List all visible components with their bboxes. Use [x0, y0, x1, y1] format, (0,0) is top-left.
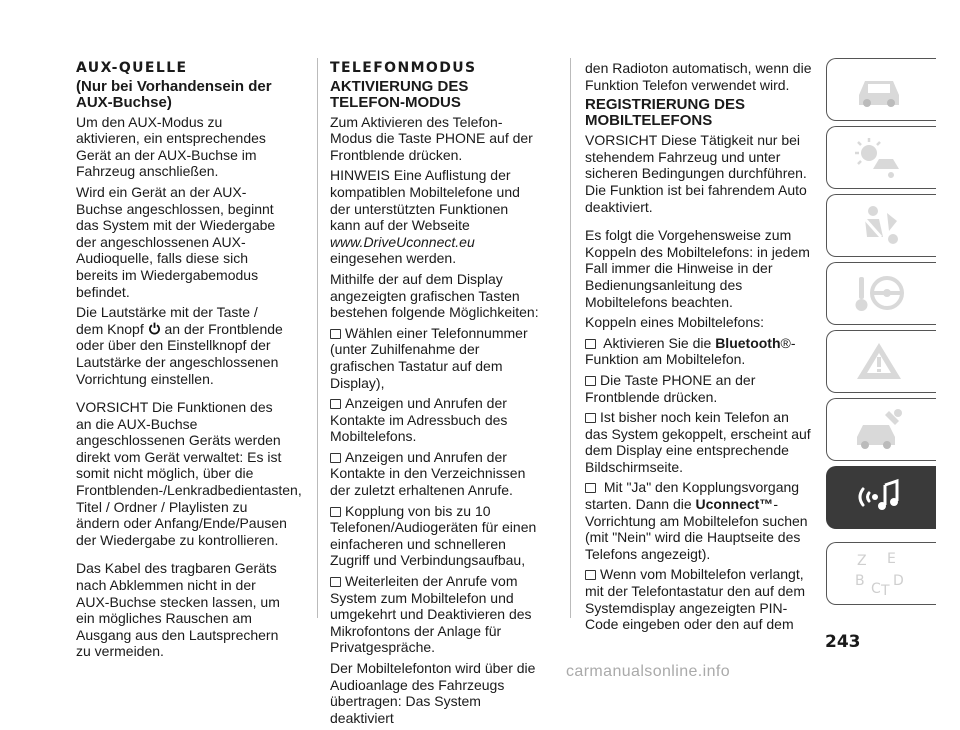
footer-watermark: carmanualsonline.info	[566, 663, 731, 680]
column-3	[585, 60, 813, 637]
chapter-tab-multimedia[interactable]	[826, 466, 936, 529]
paragraph: Um den AUX-Modus zu aktivieren, ein entsprechendes Gerät an der AUX-Buchse im Fahrzeug anschließen.	[76, 113, 266, 180]
paragraph: Es folgt die Vorgehensweise zum Koppeln des Mobiltelefons: in jedem Fall immer die Hinweise in der Bedienungsanleitung des Mobiltelefons beachten.	[585, 227, 810, 310]
section-heading-aux: AUX-QUELLE	[76, 60, 188, 76]
index-letter: C	[871, 581, 881, 597]
text: eingesehen werden.	[330, 250, 457, 267]
paragraph: Koppeln eines Mobiltelefons:	[585, 314, 765, 331]
text: Aktivieren Sie die	[603, 334, 712, 351]
page-number: 243	[825, 632, 861, 652]
paragraph: Der Mobiltelefonton wird über die Audioanlage des Fahrzeugs übertragen: Das System deaktiviert	[330, 660, 536, 726]
text: HINWEIS Eine Auflistung der kompatiblen Mobiltelefone und der unterstützten Funktionen kann auf der Webseite	[330, 167, 520, 234]
list-item	[585, 479, 813, 562]
text: Mit "Ja" den Kopplungsvorgang starten. Dann die	[585, 479, 800, 513]
chapter-tab-index[interactable]	[826, 542, 936, 605]
index-letter: Z	[857, 553, 867, 569]
text: ®-Funktion am Mobiltelefon.	[585, 334, 796, 368]
chapter-tab-safety[interactable]	[826, 194, 936, 257]
list-item: Wenn vom Mobiltelefon verlangt, mit der Telefontastatur den auf dem Systemdisplay angezeigten PIN-Code eingeben oder den auf dem	[585, 566, 813, 632]
list-item: Die Taste PHONE an der Frontblende drücken.	[585, 372, 813, 405]
note-paragraph	[330, 167, 542, 267]
column-divider	[317, 58, 318, 618]
paragraph: den Radioton automatisch, wenn die Funktion Telefon verwendet wird.	[585, 60, 812, 93]
index-letter: T	[881, 583, 890, 597]
uconnect-term: Uconnect™	[695, 496, 774, 513]
paragraph: Das Kabel des tragbaren Geräts nach Abklemmen nicht in der AUX-Buchse stecken lassen, um ein mögliches Rauschen am Ausgang aus den Lautsprechern zu vermeiden.	[76, 560, 280, 660]
list-item: Ist bisher noch kein Telefon an das System gekoppelt, erscheint auf dem Display eine entsprechende Bildschirmseite.	[585, 409, 813, 475]
paragraph: Wird ein Gerät an der AUX-Buchse angeschlossen, beginnt das System mit der Wiedergabe der angeschlossenen AUX-Audioquelle, falls diese sich bereits im Wiedergabemodus befindet.	[76, 183, 276, 300]
index-letter: D	[893, 573, 904, 589]
text: an der Frontblende oder über den Einstellknopf der Lautstärke der angeschlossenen Vorrichtung einstellen.	[76, 320, 283, 387]
list-item: Wählen einer Telefonnummer (unter Zuhilfenahme der grafischen Tastatur auf dem Display),	[330, 325, 542, 391]
text: -Vorrichtung am Mobiltelefon suchen (mit "Nein" wird die Hauptseite des Telefons angezeigt).	[585, 496, 808, 562]
subheading-registrierung: REGISTRIERUNG DES MOBILTELEFONS	[585, 96, 746, 130]
list-item: Anzeigen und Anrufen der Kontakte im Adressbuch des Mobiltelefons.	[330, 395, 542, 445]
list-item: Kopplung von bis zu 10 Telefonen/Audiogeräten für einen einfacheren und schnelleren Zugriff und Verbindungsaufbau,	[330, 503, 542, 569]
index-letter: B	[855, 573, 865, 589]
chapter-tab-dashboard[interactable]	[826, 58, 936, 121]
chapter-tab-starting-driving[interactable]	[826, 262, 936, 325]
paragraph: Zum Aktivieren des Telefon-Modus die Taste PHONE auf der Frontblende drücken.	[330, 113, 533, 163]
chapter-tab-warning-lights[interactable]	[826, 126, 936, 189]
list-item: Anzeigen und Anrufen der Kontakte in den Verzeichnissen der zuletzt erhaltenen Anrufe.	[330, 449, 542, 499]
column-1	[76, 60, 302, 664]
index-letter: E	[887, 551, 896, 567]
power-knob-icon	[148, 321, 161, 337]
column-divider	[570, 58, 571, 618]
subheading-aux: (Nur bei Vorhandensein der AUX-Buchse)	[76, 77, 272, 111]
paragraph: Mithilfe der auf dem Display angezeigten grafischen Tasten bestehen folgende Möglichkeiten:	[330, 270, 539, 321]
caution-paragraph: VORSICHT Diese Tätigkeit nur bei stehendem Fahrzeug und unter sicheren Bedingungen durchführen. Die Funktion ist bei fahrendem Auto deaktiviert.	[585, 132, 807, 215]
paragraph	[76, 304, 288, 387]
website-link[interactable]: www.DriveUconnect.eu	[330, 233, 475, 250]
list-item	[585, 335, 813, 368]
section-heading-telefon: TELEFONMODUS	[330, 60, 477, 76]
text: Die Lautstärke mit der Taste / dem Knopf	[76, 304, 258, 337]
subheading-telefon: AKTIVIERUNG DES TELEFON-MODUS	[330, 77, 469, 111]
chapter-tab-emergency[interactable]	[826, 330, 936, 393]
list-item: Weiterleiten der Anrufe vom System zum Mobiltelefon und umgekehrt und Deaktivieren des Mikrofontons der Anlage für Privatgespräche.	[330, 573, 542, 656]
chapter-tab-maintenance[interactable]	[826, 398, 936, 461]
caution-paragraph: VORSICHT Die Funktionen des an die AUX-Buchse angeschlossenen Geräts werden direkt vom Gerät verwaltet: Es ist somit nicht möglich, über die Frontblenden-/Lenkradbedientasten, Titel / Ordner / Playlisten zu ändern oder Anfang/Ende/Pausen der Wiedergabe zu kontrollieren.	[76, 399, 302, 548]
column-2	[330, 60, 542, 730]
bluetooth-term: Bluetooth	[715, 334, 781, 351]
